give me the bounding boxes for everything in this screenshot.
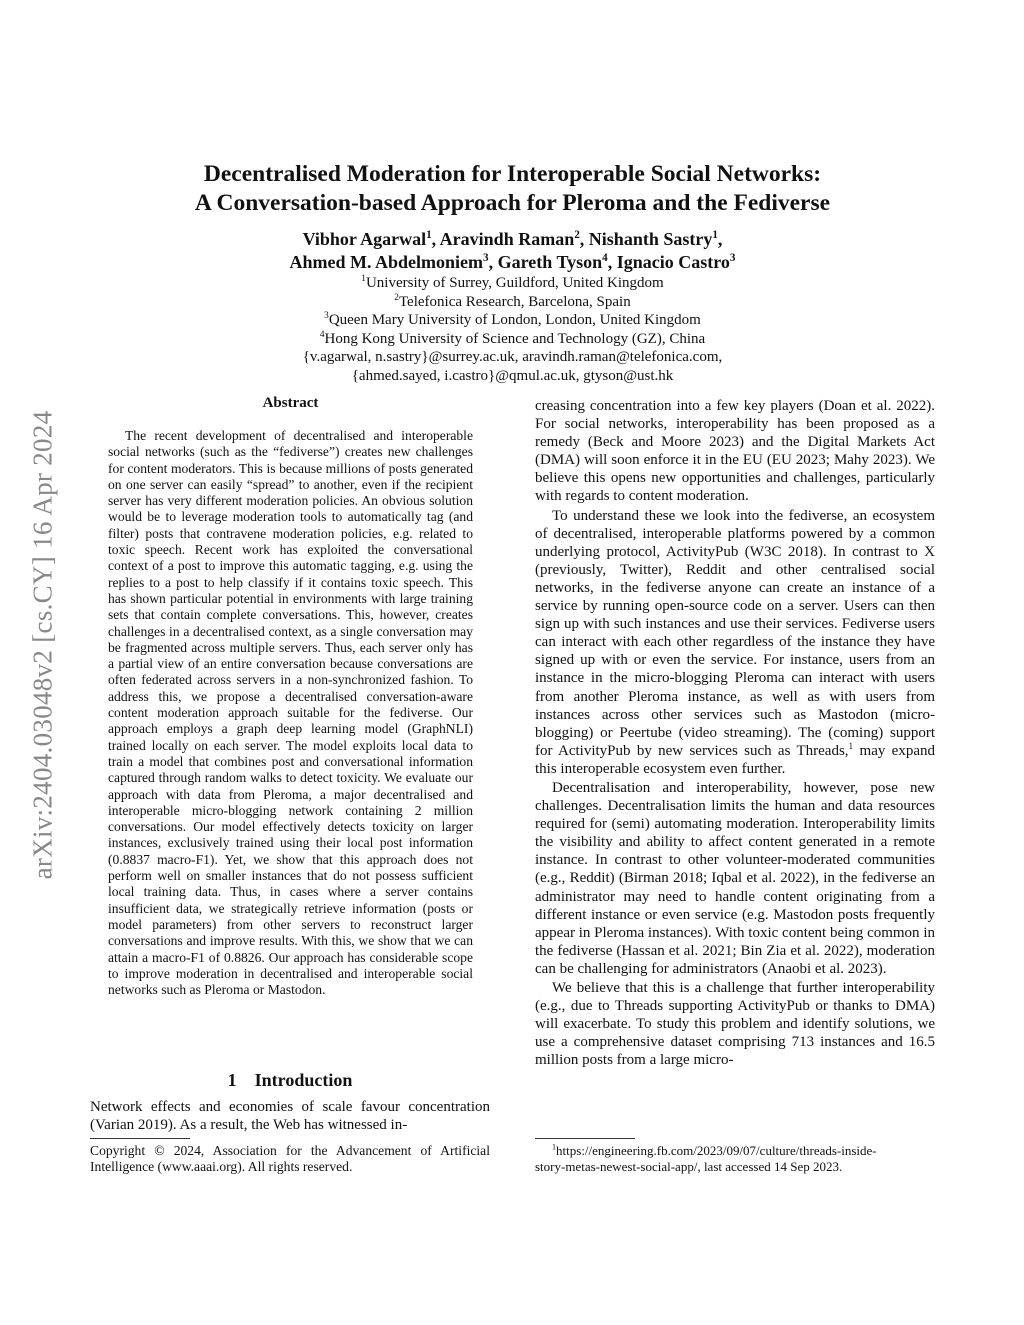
affiliation: $^1$University of Surrey, Guildford, United Kingdom	[361, 274, 664, 291]
footnote-line: story-metas-newest-social-app/, last accessed 14 Sep 2023.	[535, 1159, 843, 1175]
footnote-url[interactable]: https://engineering.fb.com/2023/09/07/culture/threads-inside-	[556, 1143, 877, 1158]
affiliation: $^4$Hong Kong University of Science and Technology (GZ), China	[319, 329, 706, 347]
abstract-body	[108, 428, 473, 998]
author-separator: ,	[717, 229, 723, 249]
author-affil-mark: 2	[574, 229, 580, 241]
footnote-divider	[535, 1138, 635, 1139]
footnote-line: $^1$https://engineering.fb.com/2023/09/07/culture/threads-inside-	[552, 1142, 877, 1158]
title-line-1: Decentralised Moderation for Interoperable Social Networks:	[203, 161, 822, 187]
author-affil-mark: 4	[602, 252, 608, 264]
email-line: {v.agarwal, n.sastry}@surrey.ac.uk, aravindh.raman@telefonica.com,	[302, 349, 723, 365]
author-name: , Nishanth Sastry	[579, 229, 713, 249]
author-affil-mark: 3	[483, 252, 489, 264]
paragraph: We believe that this is a challenge that further interoperability (e.g., due to Threads supporting ActivityPub or thanks to DMA) will exacerbate. To study this problem and identify solutions, we use a comprehensive dataset comprising 713 instances and 16.5 million posts from a large micro-	[535, 980, 935, 1069]
title-line-2: A Conversation-based Approach for Pleroma and the Fediverse	[194, 190, 831, 216]
section-heading-introduction	[90, 1070, 490, 1091]
paragraph: creasing concentration into a few key players (Doan et al. 2022). For social networks, interoperability has been proposed as a remedy (Beck and Moore 2023) and the Digital Markets Act (DMA) will soon enforce it in the EU (EU 2023; Mahy 2023). We believe this opens new opportunities and challenges, particularly with regards to content moderation.	[535, 398, 935, 505]
arxiv-identifier: arXiv:2404.03048v2 [cs.CY] 16 Apr 2024	[27, 410, 58, 880]
author-name: , Ignacio Castro	[607, 252, 730, 272]
author-affil-mark: 3	[729, 252, 736, 264]
copyright-notice: Copyright © 2024, Association for the Advancement of Artificial Intelligence (www.aaai.org). All rights reserved.	[90, 1143, 490, 1175]
author-list	[90, 228, 935, 274]
affiliation-list	[90, 274, 935, 385]
right-column-body	[535, 397, 935, 1070]
affiliation: $^3$Queen Mary University of London, London, United Kingdom	[324, 311, 701, 328]
abstract-text: The recent development of decentralised and interoperable social networks (such as the “fediverse”) creates new challenges for content moderators. This is because millions of posts generated on one server can easily “spread” to another, even if the recipient server has very different moderation policies. An obvious solution would be to leverage moderation tools to automatically tag (and filter) posts that contravene moderation policies, e.g. related to toxic speech. Recent work has exploited the conversational context of a post to improve this automatic tagging, e.g. using the replies to a post to help classify if it contains toxic speech. This has shown particular potential in environments with large training sets that contain complete conversations. This, however, creates challenges in a decentralised context, as a single conversation may be fragmented across multiple servers. Thus, each server only has a partial view of an entire conversation because conversations are often federated across servers in a non-synchronized fashion. To address this, we propose a decentralised conversation-aware content moderation approach suitable for the fediverse. Our approach employs a graph deep learning model (GraphNLI) trained locally on each server. The model exploits local data to train a model that combines post and conversational information captured through random walks to detect toxicity. We evaluate our approach with data from Pleroma, a major decentralised and interoperable micro-blogging network containing 2 million conversations. Our model effectively detects toxicity on larger instances, exclusively trained using their local post information (0.8837 macro-F1). Yet, we show that this approach does not perform well on smaller instances that do not possess sufficient local training data. Thus, in cases where a server contains insufficient data, we strategically retrieve information (posts or model parameters) from other servers to reconstruct larger conversations and improve results. With this, we show that we can attain a macro-F1 of 0.8826. Our approach has considerable scope to improve moderation in decentralised and interoperable social networks such as Pleroma or Mastodon.	[108, 428, 473, 998]
author-affil-mark: 1	[712, 229, 718, 241]
paragraph: Decentralisation and interoperability, however, pose new challenges. Decentralisation limits the human and data resources required for (semi) automating moderation. Interoperability limits the visibility and ability to affect content generated in a remote instance. In contrast to other volunteer-moderated communities (e.g., Reddit) (Birman 2018; Iqbal et al. 2022), in the fediverse an administrator may need to handle content originating from a different instance or even service (e.g. Mastodon posts frequently appear in Pleroma instances). With toxic content being common in the fediverse (Hassan et al. 2021; Bin Zia et al. 2022), moderation can be challenging for administrators (Anaobi et al. 2023).	[535, 779, 935, 977]
author-affil-mark: 1	[426, 229, 432, 241]
email-line: {ahmed.sayed, i.castro}@qmul.ac.uk, gtyson@ust.hk	[351, 367, 674, 384]
affiliation: $^2$Telefonica Research, Barcelona, Spain	[394, 292, 631, 310]
author-line-2	[90, 251, 935, 274]
author-line-1	[90, 228, 935, 251]
section-number: 1	[227, 1070, 237, 1090]
copyright-divider	[90, 1138, 190, 1139]
paragraph: Network effects and economies of scale favour concentration (Varian 2019). As a result, the Web has witnessed in-	[90, 1099, 490, 1134]
paragraph: To understand these we look into the fediverse, an ecosystem of decentralised, interoperable platforms powered by a common underlying protocol, ActivityPub (W3C 2018). In contrast to X (previously, Twitter), Reddit and other centralised social networks, in the fediverse anyone can create an instance of a service by running open-source code on a server. Users can then sign up with such instances and use their services. Fediverse users can interact with each other regardless of the instance they have signed up with or even the service. For instance, users from an instance in the micro-blogging Pleroma can interact with users from another Pleroma instance, as well as with users from instances across other services such as Mastodon (micro-blogging) or Peertube (video streaming). The (coming) support for ActivityPub by new services such as Threads,$^1$ may expand this interoperable ecosystem even further.	[535, 507, 935, 777]
paper-title	[90, 160, 935, 218]
footnote	[535, 1143, 935, 1176]
arxiv-side-label	[28, 355, 58, 935]
section-title: Introduction	[254, 1070, 353, 1090]
author-name: , Aravindh Raman	[431, 229, 575, 249]
abstract-heading: Abstract	[262, 395, 319, 411]
author-name: Ahmed M. Abdelmoniem	[289, 252, 484, 272]
author-name: Vibhor Agarwal	[302, 229, 427, 249]
introduction-body	[90, 1098, 490, 1134]
author-name: , Gareth Tyson	[488, 252, 603, 272]
footnote-mark: 1	[848, 741, 854, 752]
